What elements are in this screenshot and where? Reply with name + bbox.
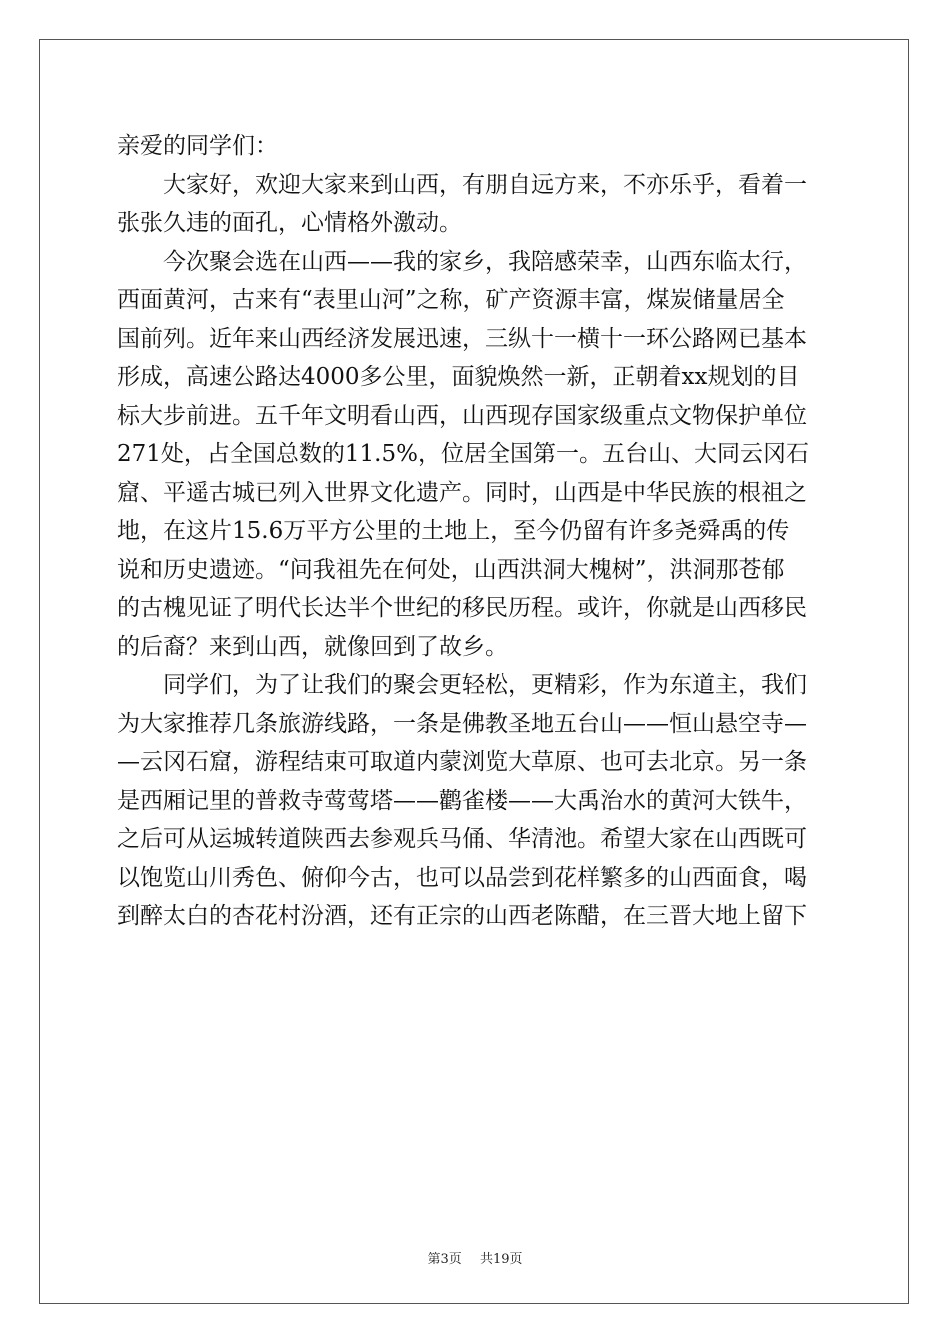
text-line: 是西厢记里的普救寺莺莺塔——鹳雀楼——大禹治水的黄河大铁牛， [117,787,807,814]
salutation-line: 亲爱的同学们： [117,133,278,159]
text-line: 大家好，欢迎大家来到山西，有朋自远方来，不亦乐乎，看着一 [117,171,807,198]
text-line: —云冈石窟，游程结束可取道内蒙浏览大草原、也可去北京。另一条 [117,749,807,775]
text-line: 西面黄河，古来有“表里山河”之称，矿产资源丰富，煤炭储量居全 [117,287,785,313]
text-line: 今次聚会选在山西——我的家乡，我陪感荣幸，山西东临太行， [117,248,807,275]
text-line: 说和历史遗迹。“问我祖先在何处，山西洪洞大槐树”，洪洞那苍郁 [117,556,785,583]
text-line: 标大步前进。五千年文明看山西，山西现存国家级重点文物保护单位 [117,402,807,429]
text-line: 为大家推荐几条旅游线路，一条是佛教圣地五台山——恒山悬空寺— [117,710,807,737]
text-line: 国前列。近年来山西经济发展迅速，三纵十一横十一环公路网已基本 [117,325,807,352]
text-line: 同学们，为了让我们的聚会更轻松，更精彩，作为东道主，我们 [117,672,807,698]
page-footer [0,1248,950,1267]
text-line: 以饱览山川秀色、俯仰今古，也可以品尝到花样繁多的山西面食，喝 [117,864,807,891]
text-line: 张张久违的面孔，心情格外激动。 [117,210,462,236]
text-line: 之后可从运城转道陕西去参观兵马俑、华清池。希望大家在山西既可 [117,826,807,852]
text-line: 形成，高速公路达4000多公里，面貌焕然一新，正朝着xx规划的目 [117,364,800,390]
page-number: 第3页 [427,1252,462,1267]
document-body [117,127,835,936]
text-line: 的古槐见证了明代长达半个世纪的移民历程。或许，你就是山西移民 [117,595,807,621]
text-line: 271处，占全国总数的11.5%，位居全国第一。五台山、大同云冈石 [117,441,809,467]
text-line: 到醉太白的杏花村汾酒，还有正宗的山西老陈醋，在三晋大地上留下 [117,903,807,929]
text-line: 的后裔？来到山西，就像回到了故乡。 [117,633,508,660]
text-line: 窟、平遥古城已列入世界文化遗产。同时，山西是中华民族的根祖之 [117,479,807,506]
page-total: 共19页 [479,1252,523,1267]
text-line: 地，在这片15.6万平方公里的土地上，至今仍留有许多尧舜禹的传 [117,518,790,544]
